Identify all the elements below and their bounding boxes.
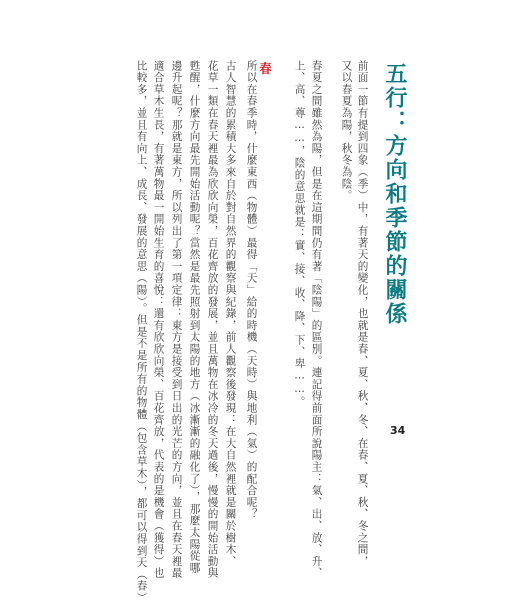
paragraph-line: 前面一節有提到四象（季）中，有著天的變化，也就是春、夏、秋、冬、在春、夏、秋、冬之間， bbox=[356, 60, 369, 568]
paragraph-line: 比較多，並且有向上、成長、發展的意思（陽）。但是不是所有的物體（包含草木），都可以得到天（春） bbox=[135, 60, 148, 604]
paragraph-line: 古人智慧的累積大多來自於對自然界的觀察與紀錄，前人觀察後發現：在大自然裡就是關於樹木、 bbox=[224, 60, 237, 568]
paragraph-line: 所以在春季時，什麼東西（物體）最得「天」給的時機（天時）與地利（氣）的配合呢？ bbox=[245, 60, 258, 521]
page-title: 五行：方向和季節的關係 bbox=[382, 62, 407, 326]
section-heading: 春 bbox=[257, 62, 273, 76]
paragraph-line: 甦醒，什麼方向最先開始活動呢？當然是最先照射到太陽的地方（冰漸漸的融化了），那麼太陽從哪 bbox=[188, 60, 201, 574]
paragraph-line: 又以春夏為陽，秋冬為陰。 bbox=[340, 60, 353, 202]
paragraph-line: 適合草木生長，有著萬物最一開始生育的喜悅：還有欣欣向榮、百花齊放，代表的是機會（獲得）也 bbox=[152, 60, 165, 580]
page-number: 34 bbox=[390, 424, 406, 437]
paragraph-line: 花草一類在春天裡最為欣欣向榮，百花齊放的發展，並且萬物在冰冷的冬天過後，慢慢的開始活動與 bbox=[206, 60, 219, 580]
paragraph-line: 上、高、尊……，陰的意思就是：實、接、收、降、下、卑……。 bbox=[293, 60, 306, 408]
paragraph-line: 春夏之間雖然為陽，但是在這期間仍有著「陰陽」的區別。連記得前面所說陽主：氣、出、放、升、 bbox=[310, 60, 323, 580]
paragraph-line: 邊升起呢？那就是東方，所以列出了第一項定律：東方是接受到日出的光芒的方向，並且在春天裡最 bbox=[170, 60, 183, 580]
